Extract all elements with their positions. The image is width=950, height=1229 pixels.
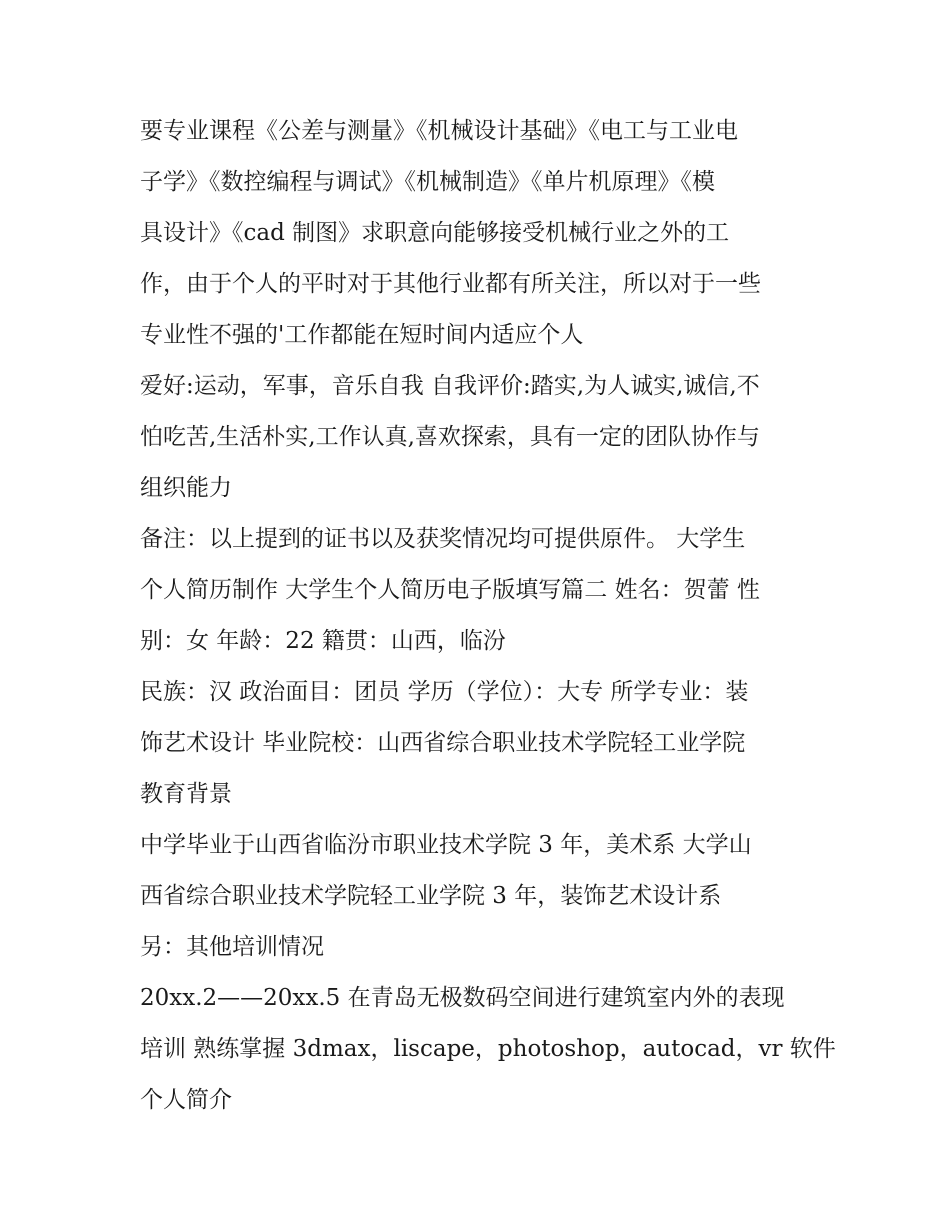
text-line-11: 别：女 年龄：22 籍贯：山西，临汾 <box>140 628 506 654</box>
text-line-5: 专业性不强的'工作都能在短时间内适应个人 <box>140 322 584 348</box>
text-line-9: 备注：以上提到的证书以及获奖情况均可提供原件。 大学生 <box>140 526 746 552</box>
text-line-18: 20xx.2——20xx.5 在青岛无极数码空间进行建筑室内外的表现 <box>140 985 785 1011</box>
text-line-8: 组织能力 <box>140 475 232 501</box>
text-line-19: 培训 熟练掌握 3dmax，liscape，photoshop，autocad，vr 软件 <box>140 1036 836 1062</box>
text-line-6: 爱好:运动，军事，音乐自我 自我评价:踏实,为人诚实,诚信,不 <box>140 373 760 399</box>
text-line-20: 个人简介 <box>140 1087 232 1113</box>
document-body <box>140 106 836 1126</box>
text-line-14: 教育背景 <box>140 781 232 807</box>
text-line-3: 具设计》《cad 制图》求职意向能够接受机械行业之外的工 <box>140 220 730 246</box>
text-line-15: 中学毕业于山西省临汾市职业技术学院 3 年，美术系 大学山 <box>140 832 752 858</box>
text-line-17: 另：其他培训情况 <box>140 934 324 960</box>
text-line-16: 西省综合职业技术学院轻工业学院 3 年，装饰艺术设计系 <box>140 883 722 909</box>
text-line-7: 怕吃苦,生活朴实,工作认真,喜欢探索，具有一定的团队协作与 <box>140 424 760 450</box>
text-line-4: 作，由于个人的平时对于其他行业都有所关注，所以对于一些 <box>140 271 761 297</box>
text-line-13: 饰艺术设计 毕业院校：山西省综合职业技术学院轻工业学院 <box>140 730 746 756</box>
text-line-10: 个人简历制作 大学生个人简历电子版填写篇二 姓名：贺蕾 性 <box>140 577 760 603</box>
text-line-1: 要专业课程《公差与测量》《机械设计基础》《电工与工业电 <box>140 118 738 144</box>
text-line-2: 子学》《数控编程与调试》《机械制造》《单片机原理》《模 <box>140 169 715 195</box>
text-line-12: 民族：汉 政治面目：团员 学历（学位）：大专 所学专业：装 <box>140 679 749 705</box>
